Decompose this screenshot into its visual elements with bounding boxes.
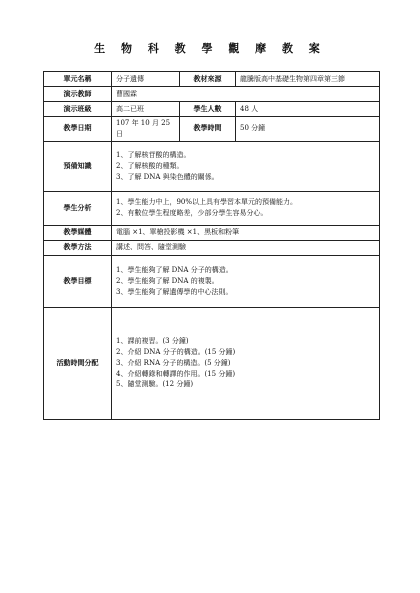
row-date (44, 117, 380, 142)
value-teaching-objectives (112, 255, 380, 307)
value-student-count: 48 人 (236, 102, 380, 117)
list-item: 3、學生能夠了解遺傳學的中心法則。 (116, 287, 233, 296)
value-activity-time (112, 307, 380, 419)
list-item: 2、有數位學生程度略差，少部分學生容易分心。 (116, 209, 268, 218)
list-item: 2、了解核酸的種類。 (116, 161, 184, 170)
row-methods (44, 240, 380, 255)
label-student-count: 學生人數 (180, 102, 236, 117)
value-prior-knowledge (112, 141, 380, 191)
list-item: 1、學生能力中上，90%以上具有學習本單元的預備能力。 (116, 198, 298, 207)
row-activities (44, 307, 380, 419)
value-teacher: 曹國霖 (112, 87, 380, 102)
label-teacher: 演示教師 (44, 87, 112, 102)
label-teaching-methods: 教學方法 (44, 240, 112, 255)
row-teacher (44, 87, 380, 102)
list-item: 3、了解 DNA 與染色體的關係。 (116, 172, 219, 181)
label-material-source: 教材來源 (180, 72, 236, 87)
value-class: 高二已班 (112, 102, 180, 117)
label-class: 演示班級 (44, 102, 112, 117)
list-item: 4、介紹轉錄和轉譯的作用。(15 分鐘) (116, 369, 236, 378)
label-teaching-time: 教學時間 (180, 117, 236, 142)
label-teaching-media: 教學媒體 (44, 225, 112, 240)
page-title: 生 物 科 教 學 觀 摩 教 案 (94, 42, 326, 55)
list-item: 1、課前複習。(3 分鐘) (116, 337, 189, 346)
label-teaching-date: 教學日期 (44, 117, 112, 142)
list-item: 5、隨堂測驗。(12 分鐘) (116, 380, 194, 389)
row-prior-knowledge (44, 141, 380, 191)
label-activity-time: 活動時間分配 (44, 307, 112, 419)
list-item: 3、介紹 RNA 分子的構造。(5 分鐘) (116, 358, 231, 367)
value-teaching-media: 電腦 ×1、單槍投影機 ×1、黑板和粉筆 (112, 225, 380, 240)
row-media (44, 225, 380, 240)
value-student-analysis (112, 191, 380, 225)
label-unit-name: 單元名稱 (44, 72, 112, 87)
label-prior-knowledge: 預備知識 (44, 141, 112, 191)
label-teaching-objectives: 教學目標 (44, 255, 112, 307)
label-student-analysis: 學生分析 (44, 191, 112, 225)
row-objectives (44, 255, 380, 307)
list-item: 2、學生能夠了解 DNA 的複製。 (116, 276, 219, 285)
list-item: 1、了解核苷酸的構造。 (116, 150, 191, 159)
value-teaching-time: 50 分鐘 (236, 117, 380, 142)
value-unit-name: 分子遺傳 (112, 72, 180, 87)
row-unit (44, 72, 380, 87)
value-material-source: 龍騰版高中基礎生物第四章第三節 (236, 72, 380, 87)
lesson-plan-table (43, 71, 380, 420)
value-teaching-methods: 講述、問答、隨堂測驗 (112, 240, 380, 255)
row-class (44, 102, 380, 117)
value-teaching-date: 107 年 10 月 25 日 (112, 117, 180, 142)
list-item: 1、學生能夠了解 DNA 分子的構造。 (116, 265, 233, 274)
row-student-analysis (44, 191, 380, 225)
list-item: 2、介紹 DNA 分子的構造。(15 分鐘) (116, 347, 236, 356)
